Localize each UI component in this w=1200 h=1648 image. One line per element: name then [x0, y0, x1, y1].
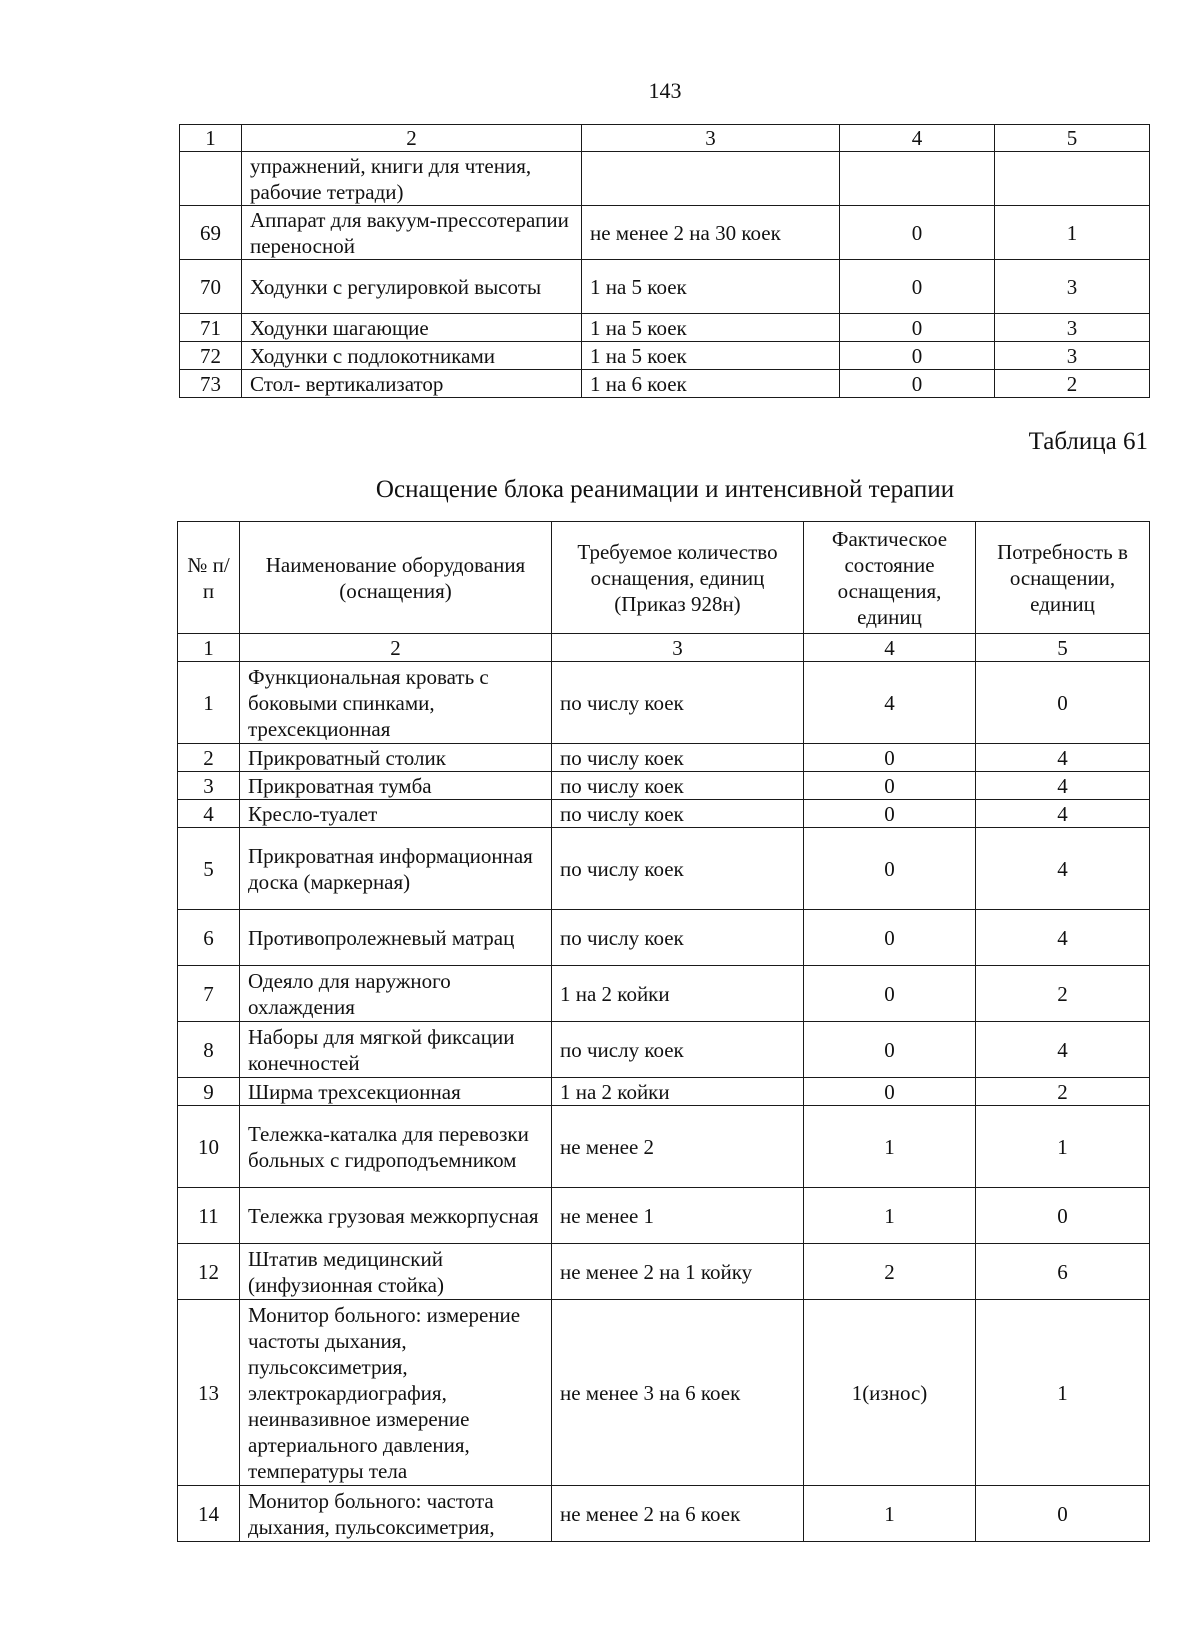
required-quantity-cell: 1 на 6 коек [582, 370, 840, 398]
required-quantity-cell: по числу коек [552, 744, 804, 772]
need-quantity-cell: 2 [976, 1078, 1150, 1106]
col-number-cell: 1 [178, 634, 240, 662]
need-quantity-cell: 4 [976, 910, 1150, 966]
table-continued-header-row [180, 125, 1150, 152]
column-header-number: № п/п [178, 522, 240, 634]
col-number-cell: 3 [582, 125, 840, 152]
actual-quantity-cell: 1 [804, 1486, 976, 1542]
table-row [178, 800, 1150, 828]
col-number-cell: 4 [804, 634, 976, 662]
row-number-cell: 6 [178, 910, 240, 966]
need-quantity-cell: 0 [976, 1486, 1150, 1542]
table-row [180, 314, 1150, 342]
row-number-cell [180, 152, 242, 206]
required-quantity-cell: по числу коек [552, 772, 804, 800]
table-row [180, 152, 1150, 206]
need-quantity-cell: 2 [976, 966, 1150, 1022]
required-quantity-cell: 1 на 5 коек [582, 314, 840, 342]
equipment-name-cell: Ходунки шагающие [242, 314, 582, 342]
row-number-cell: 7 [178, 966, 240, 1022]
table-row [180, 260, 1150, 314]
required-quantity-cell: не менее 1 [552, 1188, 804, 1244]
actual-quantity-cell: 0 [804, 1022, 976, 1078]
actual-quantity-cell: 0 [804, 744, 976, 772]
table-row [178, 744, 1150, 772]
table-row [178, 772, 1150, 800]
page-number: 143 [648, 78, 682, 103]
actual-quantity-cell: 2 [804, 1244, 976, 1300]
table-row [180, 370, 1150, 398]
table-row [178, 1486, 1150, 1542]
col-number-cell: 5 [976, 634, 1150, 662]
equipment-name-cell: Противопролежневый матрац [240, 910, 552, 966]
row-number-cell: 69 [180, 206, 242, 260]
equipment-name-cell: Кресло-туалет [240, 800, 552, 828]
required-quantity-cell: 1 на 5 коек [582, 342, 840, 370]
equipment-name-cell: Ходунки с подлокотниками [242, 342, 582, 370]
actual-quantity-cell: 0 [804, 910, 976, 966]
required-quantity-cell: по числу коек [552, 1022, 804, 1078]
table-row [178, 662, 1150, 744]
row-number-cell: 5 [178, 828, 240, 910]
equipment-name-cell: Прикроватная информационная доска (маркерная) [240, 828, 552, 910]
need-quantity-cell: 4 [976, 828, 1150, 910]
equipment-name-cell: Монитор больного: измерение частоты дыхания, пульсоксиметрия, электрокардиография, неинвазивное измерение артериального давления, температуры тела [240, 1300, 552, 1486]
equipment-name-cell: Монитор больного: частота дыхания, пульсоксиметрия, [240, 1486, 552, 1542]
col-number-cell: 2 [242, 125, 582, 152]
required-quantity-cell: не менее 2 на 6 коек [552, 1486, 804, 1542]
required-quantity-cell: по числу коек [552, 910, 804, 966]
table-title: Оснащение блока реанимации и интенсивной терапии [375, 476, 955, 503]
equipment-name-cell: Функциональная кровать с боковыми спинками, трехсекционная [240, 662, 552, 744]
required-quantity-cell: 1 на 2 койки [552, 966, 804, 1022]
equipment-name-cell: Ширма трехсекционная [240, 1078, 552, 1106]
actual-quantity-cell: 4 [804, 662, 976, 744]
required-quantity-cell: не менее 2 на 30 коек [582, 206, 840, 260]
row-number-cell: 70 [180, 260, 242, 314]
required-quantity-cell: 1 на 5 коек [582, 260, 840, 314]
need-quantity-cell: 4 [976, 772, 1150, 800]
need-quantity-cell: 1 [995, 206, 1150, 260]
actual-quantity-cell: 0 [840, 260, 995, 314]
equipment-name-cell: Прикроватный столик [240, 744, 552, 772]
need-quantity-cell: 3 [995, 314, 1150, 342]
equipment-name-cell: Тележка грузовая межкорпусная [240, 1188, 552, 1244]
table-row [180, 206, 1150, 260]
need-quantity-cell: 4 [976, 1022, 1150, 1078]
table-row [178, 1106, 1150, 1188]
need-quantity-cell: 0 [976, 662, 1150, 744]
required-quantity-cell: по числу коек [552, 828, 804, 910]
actual-quantity-cell: 0 [840, 206, 995, 260]
row-number-cell: 9 [178, 1078, 240, 1106]
actual-quantity-cell [840, 152, 995, 206]
col-number-cell: 3 [552, 634, 804, 662]
need-quantity-cell: 1 [976, 1106, 1150, 1188]
need-quantity-cell: 1 [976, 1300, 1150, 1486]
actual-quantity-cell: 1(износ) [804, 1300, 976, 1486]
actual-quantity-cell: 0 [840, 314, 995, 342]
equipment-name-cell: Ходунки с регулировкой высоты [242, 260, 582, 314]
required-quantity-cell: не менее 2 на 1 койку [552, 1244, 804, 1300]
table-label: Таблица 61 [1028, 428, 1148, 455]
required-quantity-cell: по числу коек [552, 662, 804, 744]
actual-quantity-cell: 0 [804, 966, 976, 1022]
actual-quantity-cell: 0 [804, 1078, 976, 1106]
row-number-cell: 14 [178, 1486, 240, 1542]
row-number-cell: 71 [180, 314, 242, 342]
row-number-cell: 4 [178, 800, 240, 828]
row-number-cell: 72 [180, 342, 242, 370]
need-quantity-cell: 2 [995, 370, 1150, 398]
actual-quantity-cell: 1 [804, 1106, 976, 1188]
row-number-cell: 73 [180, 370, 242, 398]
equipment-name-cell: Стол- вертикализатор [242, 370, 582, 398]
actual-quantity-cell: 0 [804, 828, 976, 910]
column-header-required: Требуемое количество оснащения, единиц (Приказ 928н) [552, 522, 804, 634]
actual-quantity-cell: 0 [804, 772, 976, 800]
table-continued [179, 124, 1150, 398]
row-number-cell: 10 [178, 1106, 240, 1188]
required-quantity-cell: 1 на 2 койки [552, 1078, 804, 1106]
table-row [180, 342, 1150, 370]
need-quantity-cell: 4 [976, 744, 1150, 772]
table-row [178, 1022, 1150, 1078]
row-number-cell: 8 [178, 1022, 240, 1078]
row-number-cell: 3 [178, 772, 240, 800]
required-quantity-cell: не менее 3 на 6 коек [552, 1300, 804, 1486]
column-number-row [178, 634, 1150, 662]
equipment-name-cell: упражнений, книги для чтения, рабочие тетради) [242, 152, 582, 206]
column-header-row [178, 522, 1150, 634]
col-number-cell: 2 [240, 634, 552, 662]
equipment-name-cell: Наборы для мягкой фиксации конечностей [240, 1022, 552, 1078]
column-header-actual: Фактическое состояние оснащения, единиц [804, 522, 976, 634]
column-header-need: Потребность в оснащении, единиц [976, 522, 1150, 634]
col-number-cell: 4 [840, 125, 995, 152]
row-number-cell: 12 [178, 1244, 240, 1300]
need-quantity-cell: 6 [976, 1244, 1150, 1300]
table-row [178, 1188, 1150, 1244]
table-row [178, 1244, 1150, 1300]
actual-quantity-cell: 0 [804, 800, 976, 828]
actual-quantity-cell: 0 [840, 370, 995, 398]
need-quantity-cell: 3 [995, 342, 1150, 370]
column-header-name: Наименование оборудования (оснащения) [240, 522, 552, 634]
required-quantity-cell [582, 152, 840, 206]
equipment-table [177, 521, 1150, 1542]
row-number-cell: 2 [178, 744, 240, 772]
need-quantity-cell: 3 [995, 260, 1150, 314]
equipment-name-cell: Штатив медицинский (инфузионная стойка) [240, 1244, 552, 1300]
col-number-cell: 5 [995, 125, 1150, 152]
equipment-name-cell: Одеяло для наружного охлаждения [240, 966, 552, 1022]
actual-quantity-cell: 0 [840, 342, 995, 370]
table-row [178, 966, 1150, 1022]
row-number-cell: 13 [178, 1300, 240, 1486]
required-quantity-cell: по числу коек [552, 800, 804, 828]
need-quantity-cell: 0 [976, 1188, 1150, 1244]
table-row [178, 1078, 1150, 1106]
table-row [178, 1300, 1150, 1486]
required-quantity-cell: не менее 2 [552, 1106, 804, 1188]
col-number-cell: 1 [180, 125, 242, 152]
table-row [178, 910, 1150, 966]
need-quantity-cell: 4 [976, 800, 1150, 828]
equipment-name-cell: Аппарат для вакуум-прессотерапии переносной [242, 206, 582, 260]
row-number-cell: 11 [178, 1188, 240, 1244]
need-quantity-cell [995, 152, 1150, 206]
row-number-cell: 1 [178, 662, 240, 744]
actual-quantity-cell: 1 [804, 1188, 976, 1244]
equipment-name-cell: Тележка-каталка для перевозки больных с гидроподъемником [240, 1106, 552, 1188]
equipment-name-cell: Прикроватная тумба [240, 772, 552, 800]
table-row [178, 828, 1150, 910]
